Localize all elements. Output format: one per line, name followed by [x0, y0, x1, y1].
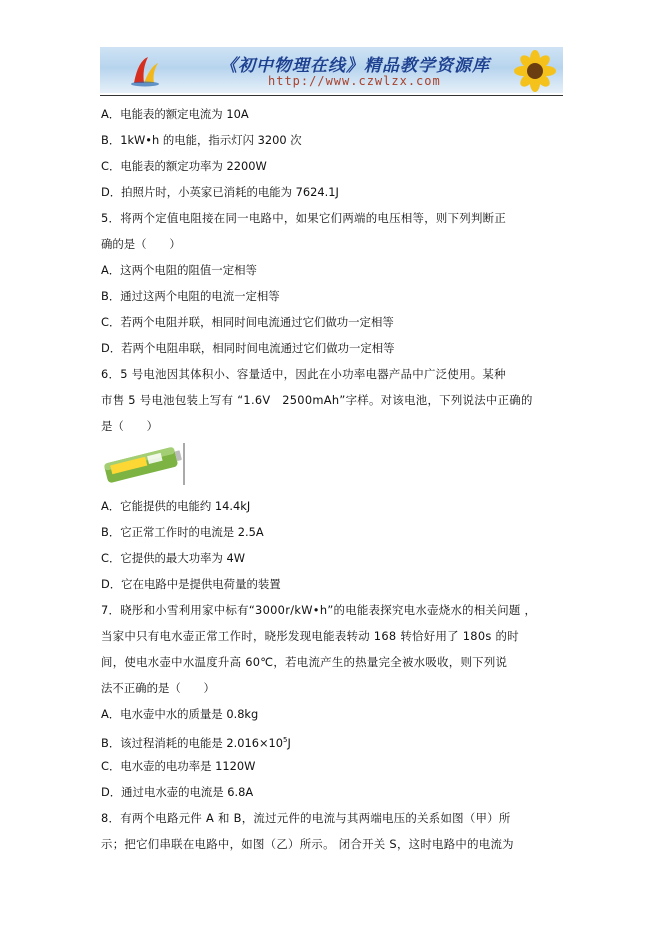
banner-title: 《初中物理在线》精品教学资源库 [220, 56, 490, 76]
q6-stem-line2: 市售 5 号电池包装上写有 “1.6V 2500mAh”字样。对该电池，下列说法中正确的 [101, 393, 533, 407]
q4-option-b: B．1kW•h 的电能，指示灯闪 3200 次 [101, 133, 302, 147]
q6-stem-line1: 6．5 号电池因其体积小、容量适中，因此在小功率电器产品中广泛使用。某种 [101, 367, 506, 381]
header-rule [100, 95, 563, 96]
q6-option-b: B．它正常工作时的电流是 2.5A [101, 525, 264, 539]
q7-option-b-text: B．该过程消耗的电能是 2.016×10 [101, 735, 283, 750]
q8-stem-line2: 示；把它们串联在电路中，如图（乙）所示。 闭合开关 S，这时电路中的电流为 [101, 837, 514, 851]
q5-stem-line2: 确的是（ ） [101, 237, 181, 251]
sunflower-icon [499, 49, 559, 93]
q7-option-b-unit: J [287, 735, 291, 750]
q7-stem-line4: 法不正确的是（ ） [101, 681, 215, 695]
q4-option-a: A．电能表的额定电流为 10A [101, 107, 249, 121]
q4-option-c: C．电能表的额定功率为 2200W [101, 159, 267, 173]
q7-stem-line3: 间，使电水壶中水温度升高 60℃，若电流产生的热量完全被水吸收，则下列说 [101, 655, 508, 669]
q7-option-b-exponent: 5 [283, 736, 288, 744]
q5-option-d: D．若两个电阻串联，相同时间电流通过它们做功一定相等 [101, 341, 395, 355]
site-logo-icon [128, 53, 162, 87]
q6-stem-line3: 是（ ） [101, 419, 158, 433]
q5-option-b: B．通过这两个电阻的电流一定相等 [101, 289, 280, 303]
q7-option-d: D．通过电水壶的电流是 6.8A [101, 785, 254, 799]
q5-option-c: C．若两个电阻并联，相同时间电流通过它们做功一定相等 [101, 315, 394, 329]
q7-option-c: C．电水壶的电功率是 1120W [101, 759, 256, 773]
q8-stem-line1: 8．有两个电路元件 A 和 B，流过元件的电流与其两端电压的关系如图（甲）所 [101, 811, 511, 825]
q7-stem-line1: 7．晓彤和小雪利用家中标有“3000r/kW•h”的电能表探究电水壶烧水的相关问题 ， [101, 603, 537, 617]
q5-stem-line1: 5．将两个定值电阻接在同一电路中，如果它们两端的电压相等，则下列判断正 [101, 211, 507, 225]
q7-option-b [101, 727, 563, 753]
q6-option-c: C．它提供的最大功率为 4W [101, 551, 245, 565]
q4-option-d: D．拍照片时，小英家已消耗的电能为 7624.1J [101, 185, 339, 199]
battery-image [101, 441, 191, 489]
banner-url[interactable]: http://www.czwlzx.com [268, 74, 441, 88]
battery-icon [101, 441, 187, 487]
q5-option-a: A．这两个电阻的阻值一定相等 [101, 263, 257, 277]
q7-option-a: A．电水壶中水的质量是 0.8kg [101, 707, 259, 721]
q7-stem-line2: 当家中只有电水壶正常工作时，晓彤发现电能表转动 168 转恰好用了 180s 的时 [101, 629, 519, 643]
q6-option-d: D．它在电路中是提供电荷量的装置 [101, 577, 281, 591]
header-banner [100, 47, 563, 93]
q6-option-a: A．它能提供的电能约 14.4kJ [101, 499, 251, 513]
document-body [101, 101, 563, 857]
